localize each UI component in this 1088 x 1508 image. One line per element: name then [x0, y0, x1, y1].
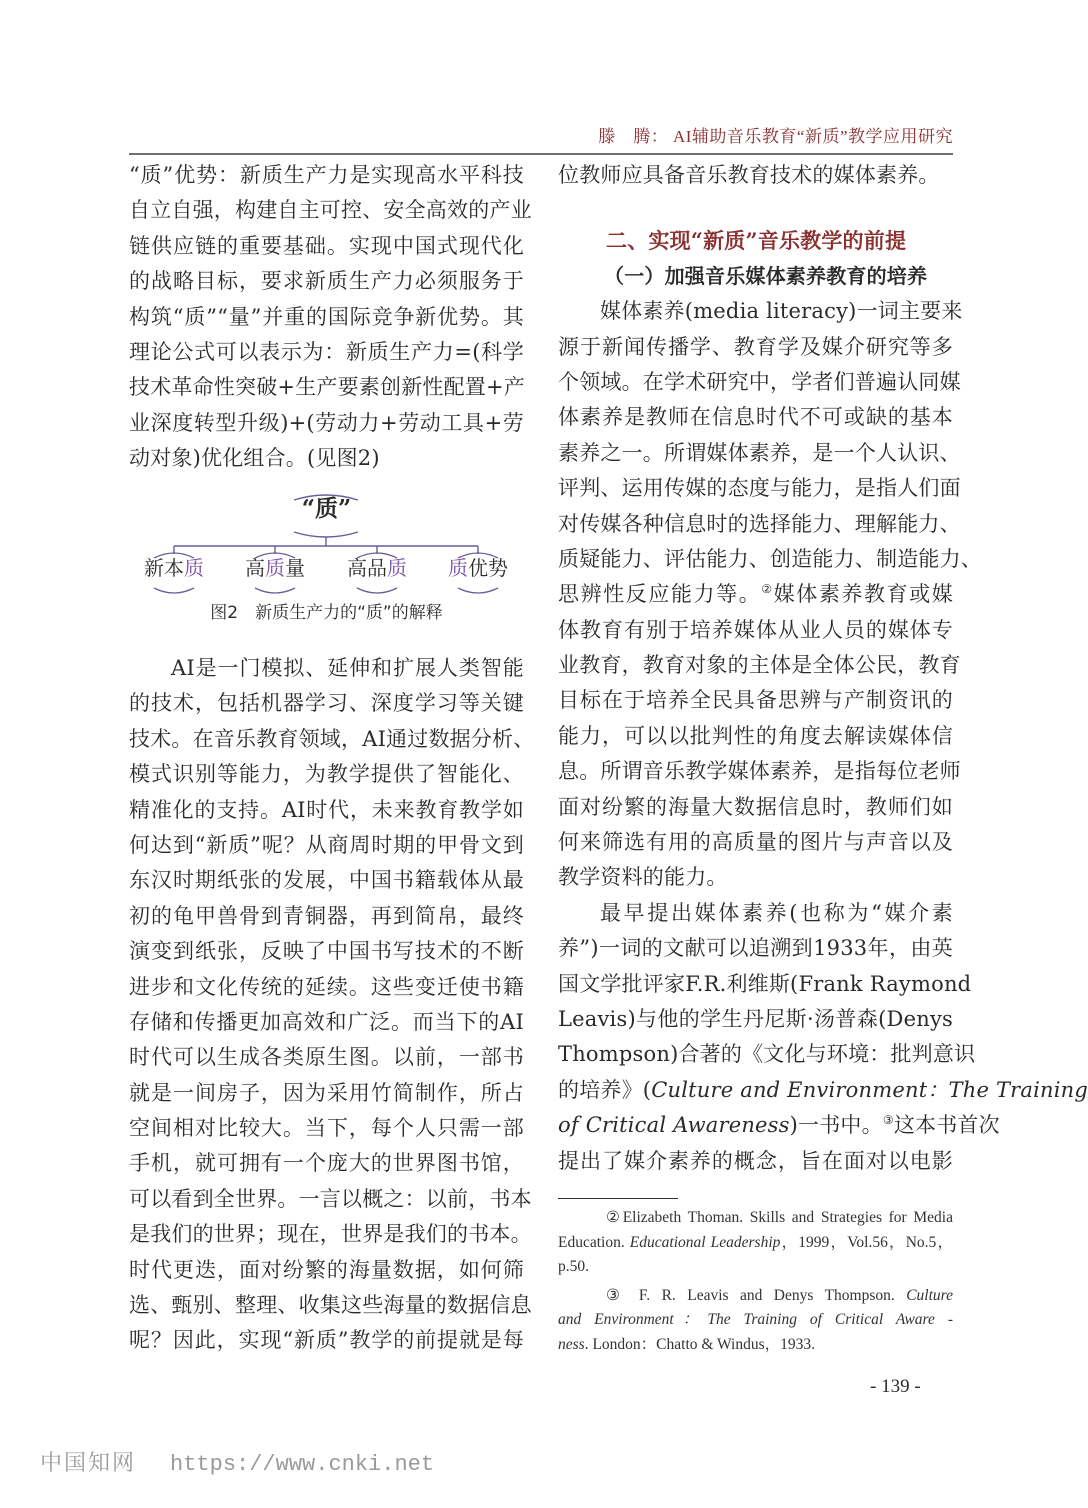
text-line: 能力，可以以批判性的角度去解读媒体信	[558, 723, 953, 748]
figure-2	[129, 480, 524, 630]
text-line: 理论公式可以表示为：新质生产力=(科学	[129, 339, 524, 364]
italic-title: of Critical Awareness	[558, 1113, 790, 1138]
page-number: - 139 -	[870, 1376, 921, 1397]
node-arc	[458, 588, 498, 593]
section-title: 二、实现“新质”音乐教学的前提	[606, 228, 907, 254]
text-line: 业教育，教育对象的主体是全体公民，教育	[558, 653, 961, 678]
node-text: 高	[245, 556, 265, 580]
node-text: 量	[285, 556, 305, 580]
text-segment: 这本书首次	[893, 1113, 1000, 1138]
text-line: 国文学批评家F.R.利维斯(Frank Raymond	[558, 971, 972, 996]
text-line: 质疑能力、评估能力、创造能力、制造能力、	[558, 546, 982, 571]
left-column	[129, 158, 532, 477]
text-line: 就是一间房子，因为采用竹简制作，所占	[129, 1080, 524, 1105]
figure-caption: 图2 新质生产力的“质”的解释	[210, 603, 443, 623]
text-line: 模式识别等能力，为教学提供了智能化、	[129, 762, 524, 787]
text-line: 位教师应具备音乐教育技术的媒体素养。	[558, 163, 940, 187]
text-line: 自立自强，构建自主可控、安全高效的产业	[129, 198, 532, 223]
journal-title: Educational Leadership	[629, 1233, 781, 1251]
footnote-rule	[558, 1198, 678, 1199]
figure-node	[433, 552, 523, 581]
text-line: 的技术，包括机器学习、深度学习等关键	[129, 691, 524, 716]
node-highlight: 质	[184, 556, 204, 580]
text-line: 目标在于培养全民具备思辨与产制资讯的	[558, 688, 953, 713]
left-paragraph-1	[129, 158, 532, 477]
text-line: 何达到“新质”呢？从商周时期的甲骨文到	[129, 832, 524, 857]
footnote-2-line	[558, 1231, 953, 1256]
node-arc	[357, 588, 397, 593]
top-arc-lower	[294, 532, 358, 537]
figure-node	[230, 552, 320, 581]
text-line: 的战略目标，要求新质生产力必须服务于	[129, 269, 524, 294]
node-text: 高品	[347, 556, 387, 580]
text-line: 时代更迭，面对纷繁的海量数据，如何筛	[129, 1257, 524, 1282]
footnote-3-line	[558, 1333, 953, 1358]
text-line: 面对纷繁的海量大数据信息时，教师们如	[558, 794, 953, 819]
text-line: 评判、运用传媒的态度与能力，是指人们面	[558, 476, 961, 501]
text-line: 可以看到全世界。一言以概之：以前，书本	[129, 1186, 532, 1211]
right-paragraph-1	[558, 294, 982, 896]
text-line: 时代可以生成各类原生图。以前，一部书	[129, 1045, 524, 1070]
text-line: 技术革命性突破+生产要素创新性配置+产	[129, 375, 525, 400]
right-paragraph-2	[558, 896, 976, 1073]
text-line: 初的龟甲兽骨到青铜器，再到简帛，最终	[129, 903, 524, 928]
footnote-2-line: p.50.	[558, 1258, 589, 1276]
text-line: 提出了媒介素养的概念，旨在面对以电影	[558, 1148, 953, 1173]
text-line: “质”优势：新质生产力是实现高水平科技	[129, 163, 524, 187]
text-line	[558, 1073, 1088, 1108]
text-line: 体教育有别于培养媒体从业人员的媒体专	[558, 617, 953, 642]
text-segment: 媒体素养教育或媒	[773, 582, 953, 607]
left-paragraph-2	[129, 651, 535, 1359]
text-line: 精准化的支持。AI时代，未来教育教学如	[129, 797, 524, 822]
text-line: 构筑“质”“量”并重的国际竞争新优势。其	[129, 304, 524, 329]
text-line: 手机，就可拥有一个庞大的世界图书馆，	[129, 1151, 524, 1176]
footnote-3-line	[558, 1308, 953, 1333]
book-title: Culture	[906, 1286, 953, 1304]
cnki-logo: 中国知网	[40, 1451, 137, 1476]
node-arc	[255, 588, 295, 593]
text-line: 动对象)优化组合。(见图2)	[129, 446, 380, 471]
text-line: 业深度转型升级)+(劳动力+劳动工具+劳	[129, 410, 524, 435]
figure-node	[129, 552, 219, 581]
book-title: and Environment：The Training of Critical Aware -	[558, 1311, 953, 1329]
text-segment: )一书中。	[789, 1113, 883, 1138]
subsection-title: （一）加强音乐媒体素养教育的培养	[604, 263, 928, 288]
text-line: 对传媒各种信息时的选择能力、理解能力、	[558, 511, 961, 536]
text-line: 呢？因此，实现“新质”教学的前提就是每	[129, 1328, 524, 1353]
text-line: 链供应链的重要基础。实现中国式现代化	[129, 233, 524, 258]
text-line: 素养之一。所谓媒体素养，是一个人认识、	[558, 440, 961, 465]
text-line: 养”)一词的文献可以追溯到1933年，由英	[558, 936, 953, 961]
cnki-url[interactable]: https://www.cnki.net	[170, 1452, 435, 1477]
text-line: 东汉时期纸张的发展，中国书籍载体从最	[129, 868, 524, 893]
text-line: 选、甄别、整理、收集这些海量的数据信息	[129, 1293, 532, 1318]
footnotes	[558, 1206, 953, 1358]
header-rule	[129, 153, 953, 155]
text-line	[558, 577, 953, 612]
text-line: 最早提出媒体素养(也称为“媒介素	[600, 900, 953, 925]
text-line: 息。所谓音乐教学媒体素养，是指每位老师	[558, 759, 961, 784]
italic-title: Culture and Environment：The Training	[651, 1077, 1088, 1102]
node-highlight: 质	[448, 556, 468, 580]
text-line: 教学资料的能力。	[558, 865, 728, 890]
text-segment: Education.	[558, 1233, 630, 1251]
node-highlight: 质	[387, 556, 407, 580]
book-title: ness	[558, 1335, 585, 1353]
text-line: 空间相对比较大。当下，每个人只需一部	[129, 1116, 524, 1141]
text-line: 技术。在音乐教育领域，AI通过数据分析、	[129, 726, 535, 751]
node-arc	[154, 588, 194, 593]
text-line: 演变到纸张，反映了中国书写技术的不断	[129, 939, 524, 964]
text-line: 是我们的世界；现在，世界是我们的书本。	[129, 1222, 532, 1247]
text-line: Leavis)与他的学生丹尼斯·汤普森(Denys	[558, 1006, 953, 1031]
text-line: Thompson)合著的《文化与环境：批判意识	[558, 1042, 976, 1067]
text-segment: 的培养》(	[558, 1077, 652, 1102]
left-column-lower	[129, 651, 535, 1359]
text-line: 进步和文化传统的延续。这些变迁使书籍	[129, 974, 524, 999]
spacer	[558, 193, 953, 223]
figure-node	[332, 552, 422, 581]
text-segment: ，1999，Vol.56，No.5，	[780, 1233, 953, 1251]
right-column	[558, 158, 1088, 1179]
footnote-ref[interactable]: ③	[882, 1113, 894, 1128]
footnote-ref[interactable]: ②	[761, 582, 774, 597]
text-segment: . London：Chatto & Windus，1933.	[584, 1335, 816, 1353]
node-text: 新本	[144, 556, 184, 580]
text-line: 存储和传播更加高效和广泛。而当下的AI	[129, 1009, 524, 1034]
text-line: 何来筛选有用的高质量的图片与声音以及	[558, 830, 953, 855]
node-text: 优势	[468, 556, 508, 580]
text-line: 体素养是教师在信息时代不可或缺的基本	[558, 405, 953, 430]
cnki-watermark	[40, 1446, 434, 1477]
text-line: 源于新闻传播学、教育学及媒介研究等多	[558, 334, 953, 359]
text-line: 媒体素养(media literacy)一词主要来	[600, 299, 963, 324]
footnote-2: ②Elizabeth Thoman. Skills and Strategies for Media	[606, 1209, 953, 1226]
footnote-3	[558, 1284, 953, 1309]
node-highlight: 质	[265, 556, 285, 580]
text-line: 个领域。在学术研究中，学者们普遍认同媒	[558, 369, 961, 394]
text-line: AI是一门模拟、延伸和扩展人类智能	[171, 656, 524, 680]
text-line	[558, 1108, 1000, 1143]
text-segment: 思辨性反应能力等。	[558, 582, 762, 607]
running-head: 滕 腾： AI辅助音乐教育“新质”教学应用研究	[598, 127, 953, 146]
figure-root-label: “质”	[301, 495, 352, 522]
text-segment: ③ F. R. Leavis and Denys Thompson.	[606, 1286, 907, 1304]
